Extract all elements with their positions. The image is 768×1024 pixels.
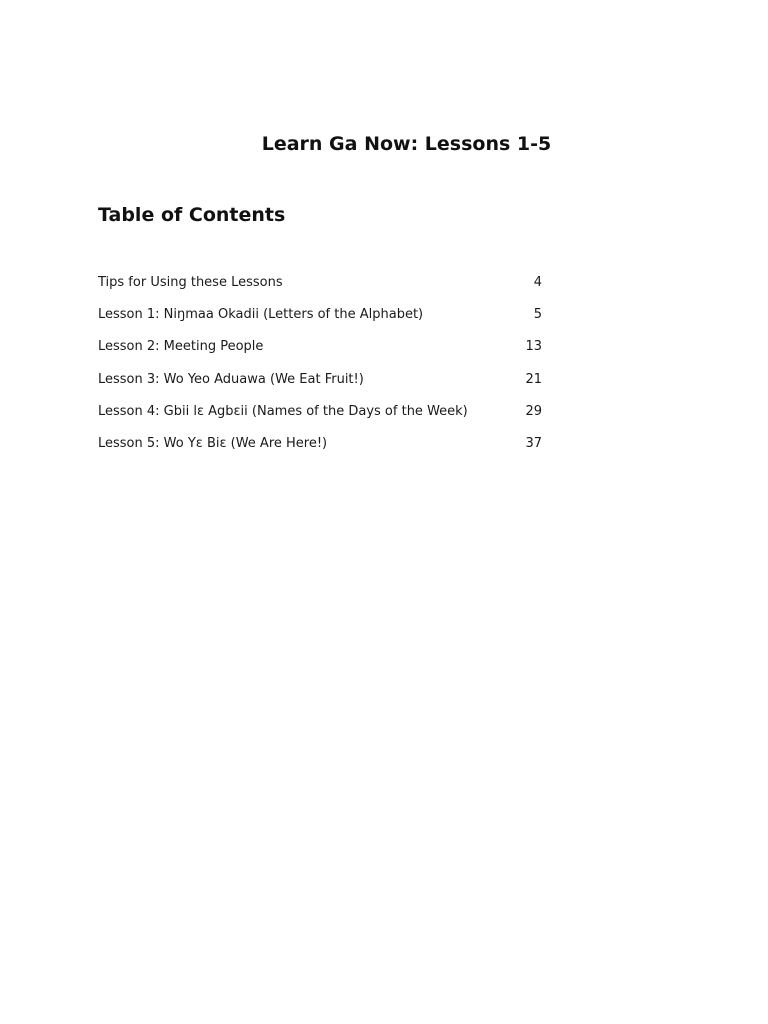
table-of-contents	[98, 274, 544, 467]
toc-entry	[98, 435, 544, 467]
toc-entry	[98, 371, 544, 403]
toc-entry-page: 37	[525, 435, 542, 451]
toc-entry-page: 13	[525, 339, 542, 355]
toc-entry	[98, 338, 544, 370]
toc-entry-label: Lesson 5: Wo Yɛ Biɛ (We Are Here!)	[98, 435, 328, 451]
toc-entry	[98, 274, 544, 306]
document-title: Learn Ga Now: Lessons 1-5	[261, 133, 552, 155]
toc-entry	[98, 403, 544, 435]
toc-entry-label: Tips for Using these Lessons	[98, 275, 283, 290]
toc-entry	[98, 306, 544, 338]
toc-entry-page: 5	[533, 307, 542, 323]
toc-entry-page: 4	[533, 275, 542, 290]
toc-entry-label: Lesson 3: Wo Yeo Aduawa (We Eat Fruit!)	[98, 371, 364, 387]
toc-entry-label: Lesson 2: Meeting People	[98, 339, 264, 355]
toc-entry-label: Lesson 1: Niŋmaa Okadii (Letters of the Alphabet)	[98, 307, 424, 323]
toc-entry-label: Lesson 4: Gbii lɛ Agbɛii (Names of the Days of the Week)	[98, 403, 468, 419]
toc-entry-page: 21	[525, 371, 542, 387]
toc-heading: Table of Contents	[98, 204, 286, 226]
toc-entry-page: 29	[525, 403, 542, 419]
